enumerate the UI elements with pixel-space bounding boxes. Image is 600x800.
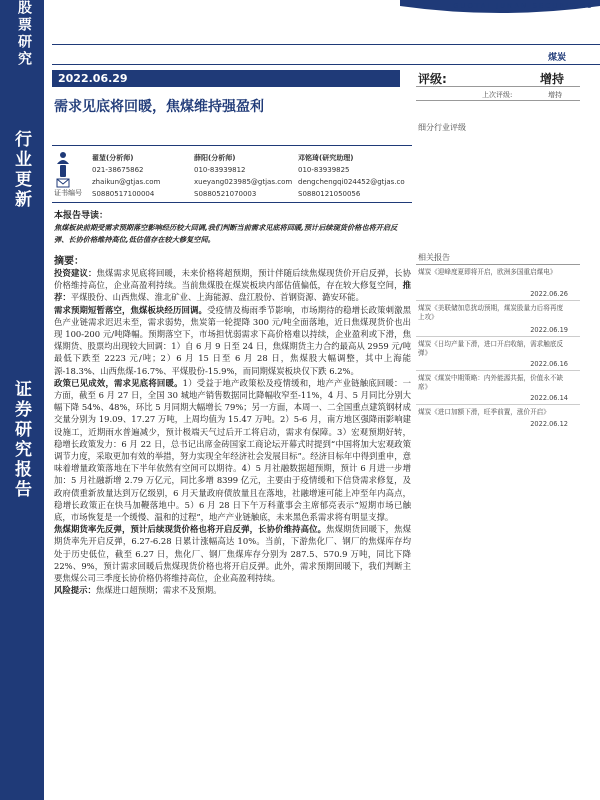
analyst-name: 邓铭琦(研究助理) xyxy=(298,154,354,162)
related-report-date: 2022.06.12 xyxy=(530,420,568,428)
related-report-date: 2022.06.26 xyxy=(530,290,568,298)
paragraph-futures xyxy=(54,523,411,584)
industry-tag: 煤炭 xyxy=(548,53,567,63)
analyst-cert: S0880517100004 xyxy=(92,190,155,198)
analyst-name: 薛阳(分析师) xyxy=(194,154,236,162)
summary-title: 摘要： xyxy=(54,256,84,267)
report-date: 2022.06.29 xyxy=(58,72,128,85)
summary-body xyxy=(54,267,411,596)
header-divider xyxy=(52,44,600,45)
header-divider-2 xyxy=(52,64,600,65)
rating-divider xyxy=(416,86,580,87)
paragraph-head: 风险提示： xyxy=(54,585,96,596)
paragraph-policy xyxy=(54,377,411,523)
related-divider xyxy=(416,300,580,301)
report-title: 需求见底将回暖，焦煤维持强盈利 xyxy=(54,99,264,115)
paragraph-correction xyxy=(54,304,411,377)
sidebar-label-industry-update: 行业更新 xyxy=(11,130,31,210)
person-icon xyxy=(56,150,70,164)
related-report-date: 2022.06.16 xyxy=(530,360,568,368)
related-report-link[interactable]: 煤炭《煤炭中期策略：内外能源共振，价值永不缺席》 xyxy=(418,374,564,391)
paragraph-head: 需求预期短暂落空，焦煤板块经历回调。 xyxy=(54,304,208,315)
sidebar-label-stock-research: 股票研究 xyxy=(16,0,32,68)
paragraph-investment xyxy=(54,267,411,304)
related-report-date: 2022.06.14 xyxy=(530,394,568,402)
related-report-link[interactable]: 煤炭《美联储加息扰动预期，煤炭股量力后将再度上攻》 xyxy=(418,304,564,321)
paragraph-text: 焦煤期货回暖下，焦煤期货率先开启反弹，6.27-6.28 日累计涨幅高达 10%。当前，下游焦化厂、钢厂的焦煤库存均处于历史低位，截至 6.27 日，焦化厂、钢厂焦煤库存分别为 287.5、570.9 万吨，同比下降 22%、9%，预计需求回暖后焦煤现货价格也将开启反弹。此外，需求预期回暖下，我们判断主要焦煤公司三季度长协价格仍将维持高位，企业高盈利持续。 xyxy=(54,524,412,584)
analyst-email[interactable]: zhaikun@gtjas.com xyxy=(92,178,161,186)
related-report-link[interactable]: 煤炭《进口加额下滑，旺季前置，涨价开启》 xyxy=(418,408,550,416)
prev-rating-value: 增持 xyxy=(548,91,562,99)
sidebar-label-securities-report: 证券研究报告 xyxy=(11,380,31,500)
related-divider xyxy=(416,404,580,405)
analyst-2 xyxy=(194,152,292,200)
paragraph-head: 政策已见成效，需求见底将回暖。 xyxy=(54,377,183,388)
rating-value: 增持 xyxy=(540,72,565,86)
analyst-3 xyxy=(298,152,405,200)
rating-divider-2 xyxy=(416,100,580,101)
cert-label: 证书编号 xyxy=(54,189,82,197)
paragraph-text: 焦煤进口超预期；需求不及预期。 xyxy=(95,585,222,596)
analyst-cert: S0880121050056 xyxy=(298,190,361,198)
analyst-phone: 010-83939825 xyxy=(298,166,350,174)
related-report-link[interactable]: 煤炭《迎峰度夏即将开启，欧洲多国重启煤电》 xyxy=(418,268,557,276)
paragraph-text: 1）受益于地产政策松及疫情缓和，地产产业链触底回暖：一方面，截至 6 月 27 日，全国 30 城地产销售数据同比降幅收窄至-11%，4 月、5 月同比分别大幅下降 54%、48%，环比 5 月同期大幅增长 79%；另一方面，本周一、二全国重点建筑钢材成交量分别为 19.09、17.27 万吨，上周均值为 15.47 万吨。2）5-6 月，南方地区强降雨影响建设施工，近期雨水普遍减少，预计极端天气过后开工将启动，需求有保障。3）宏观预期好转，稳增长政策发力：6 月 22 日，总书记出席金砖国家工商论坛开幕式时提到“中国将加大宏观政策调节力度，采取更加有效的举措，努力实现全年经济社会发展目标”。经济目标年中得到重申，意味着增量政策落地在下半年依然有空间可以期待。4）5 月社融数据超预期，预计 6 月进一步增加：5 月社融新增 2.79 万亿元，同比多增 8399 亿元，主要由于疫情缓和下信贷需求修复，及政府债重新放量达到万亿级别，6 月天量政府债放量且在落地，社融增速可能上冲至年内高点，稳增长政策正在快马加鞭落地中。5）6 月 28 日下午万科董事会主席郁亮表示“短期市场已触底，市场恢复是一个缓慢、温和的过程”，地产产业链触底，未来黑色系需求将有明显支撑。 xyxy=(54,377,412,523)
analyst-divider-2 xyxy=(52,202,412,203)
paragraph-text: 受疫情及梅雨季节影响，市场期待的稳增长政策刺激黑色产业链需求迟迟未至，需求弱势，焦炭第一轮提降 300 元/吨全面落地，近日焦煤现货价也出现 100-200 元/吨降幅。预期落空下，市场担忧弱需求下高价格难以持续，企业盈利或下滑，焦煤期货、股票均出现较大回调：1）自 6 月 9 日至 24 日，焦煤期货主力合约最高从 2959 元/吨最低下跌至 2223 元/吨；2）6 月 15 日至 6 月 28 日，焦煤股大幅调整，其中上海能源-18.3%、山西焦煤-16.7%、平煤股份-15.9%，而同期煤炭板块仅下跌 6.2%。 xyxy=(54,304,412,376)
paragraph-risk xyxy=(54,584,411,596)
paragraph-text: 焦煤需求见底将回暖，未来价格将超预期，预计伴随后续焦煤现货价开启反弹，长协价格维持高位，企业高盈利持续。当前焦煤股在煤炭板块内部估值偏低，存在较大修复空间， xyxy=(54,268,411,291)
analyst-cert: S0880521070003 xyxy=(194,190,257,198)
logo-text: GUOTAI JUNAN SECURITIES xyxy=(453,2,594,10)
related-report-date: 2022.06.19 xyxy=(530,326,568,334)
related-report-link[interactable]: 煤炭《日均产量下滑，进口开启收缩，需求触底反弹》 xyxy=(418,340,564,357)
analyst-1 xyxy=(92,152,160,200)
guide-text: 焦煤板块前期受需求预期落空影响经历较大回调,我们判断当前需求见底将回暖,预计后续现货价格也将开启反弹、长协价格维持高位,低估值存在较大修复空间。 xyxy=(54,223,398,244)
paragraph-tail: 平煤股份、山西焦煤、淮北矿业、上海能源、盘江股份、首钢资源、潞安环能。 xyxy=(70,292,364,303)
prev-rating-label: 上次评级: xyxy=(482,91,513,99)
rating-label: 评级: xyxy=(418,72,447,86)
sub-industry-rating: 细分行业评级 xyxy=(418,123,466,132)
paragraph-head: 焦煤期货率先反弹，预计后续现货价格也将开启反弹，长协价维持高位。 xyxy=(54,524,327,535)
analyst-phone: 010-83939812 xyxy=(194,166,246,174)
analyst-email[interactable]: xueyang023985@gtjas.com xyxy=(194,178,293,186)
related-divider xyxy=(416,264,580,265)
analyst-phone: 021-38675862 xyxy=(92,166,144,174)
analyst-divider xyxy=(52,145,412,146)
related-divider xyxy=(416,370,580,371)
related-reports-title: 相关报告 xyxy=(418,253,450,262)
related-divider xyxy=(416,336,580,337)
paragraph-head: 投资建议： xyxy=(54,268,97,278)
paragraph-mid: 推荐： xyxy=(54,280,411,303)
guide-title: 本报告导读： xyxy=(54,211,109,221)
analyst-email[interactable]: dengchengqi024452@gtjas.co xyxy=(298,178,405,186)
analyst-name: 翟堃(分析师) xyxy=(92,154,134,162)
